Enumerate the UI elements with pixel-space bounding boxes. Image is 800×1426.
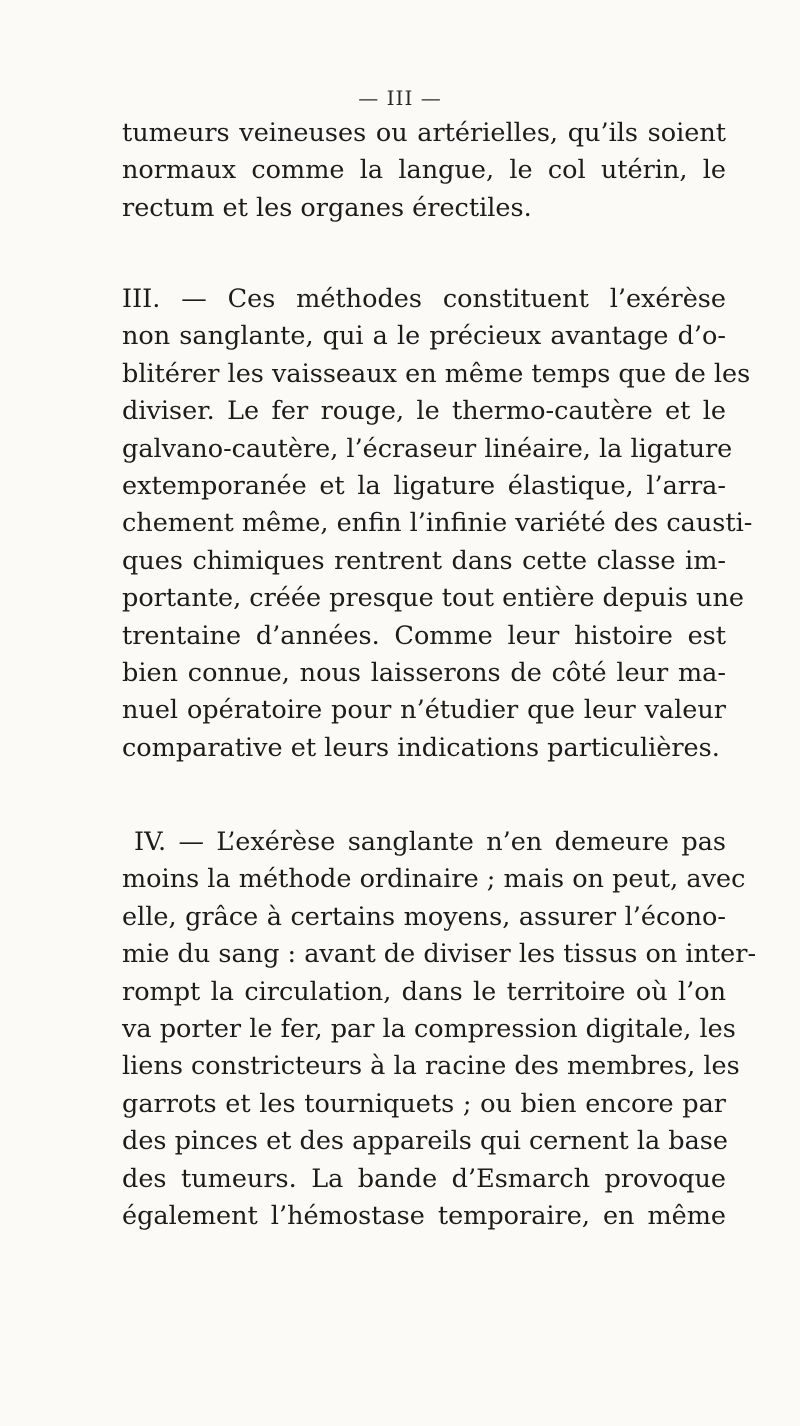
text-line: garrots et les tourniquets ; ou bien encore par [122, 1088, 726, 1119]
text-line: moins la méthode ordinaire ; mais on peut, avec [122, 864, 746, 895]
text-line: va porter le fer, par la compression digitale, les [122, 1013, 736, 1044]
text-line: galvano-cautère, l’écraseur linéaire, la ligature [122, 433, 733, 464]
text-line: tumeurs veineuses ou artérielles, qu’ils soient [122, 118, 726, 148]
text-line: des pinces et des appareils qui cernent la base [122, 1126, 728, 1157]
text-line: extemporanée et la ligature élastique, l’arra- [122, 470, 726, 501]
text-line: mie du sang : avant de diviser les tissus on inter- [122, 939, 757, 970]
text-line: diviser. Le fer rouge, le thermo-cautère et le [122, 396, 726, 427]
text-line: elle, grâce à certains moyens, assurer l’écono- [122, 901, 726, 932]
paragraph-section-iii [122, 281, 753, 767]
text-line: IV. — L’exérèse sanglante n’en demeure pas [134, 827, 726, 857]
text-line: bien connue, nous laisserons de côté leur ma- [122, 657, 726, 688]
text-line: comparative et leurs indications particulières. [122, 732, 720, 763]
paragraph-section-iv [122, 824, 757, 1235]
paragraph-continuation [122, 115, 726, 227]
text-line: normaux comme la langue, le col utérin, le [122, 155, 726, 186]
text-line: ques chimiques rentrent dans cette classe im- [122, 545, 726, 576]
text-line: des tumeurs. La bande d’Esmarch provoque [122, 1163, 726, 1194]
text-line: également l’hémostase temporaire, en même [122, 1200, 726, 1231]
text-line: nuel opératoire pour n’étudier que leur valeur [122, 695, 726, 726]
text-line: blitérer les vaisseaux en même temps que de les [122, 358, 751, 389]
text-line: non sanglante, qui a le précieux avantage d’o- [122, 321, 726, 352]
text-line: trentaine d’années. Comme leur histoire est [122, 620, 726, 651]
text-line: chement même, enfin l’infinie variété des causti- [122, 508, 753, 539]
text-line: rectum et les organes érectiles. [122, 192, 532, 223]
text-line: portante, créée presque tout entière depuis une [122, 583, 744, 614]
text-line: liens constricteurs à la racine des membres, les [122, 1051, 740, 1082]
page-number: — III — [358, 86, 442, 110]
text-line: rompt la circulation, dans le territoire où l’on [122, 976, 726, 1007]
text-line: III. — Ces méthodes constituent l’exérèse [122, 284, 726, 314]
